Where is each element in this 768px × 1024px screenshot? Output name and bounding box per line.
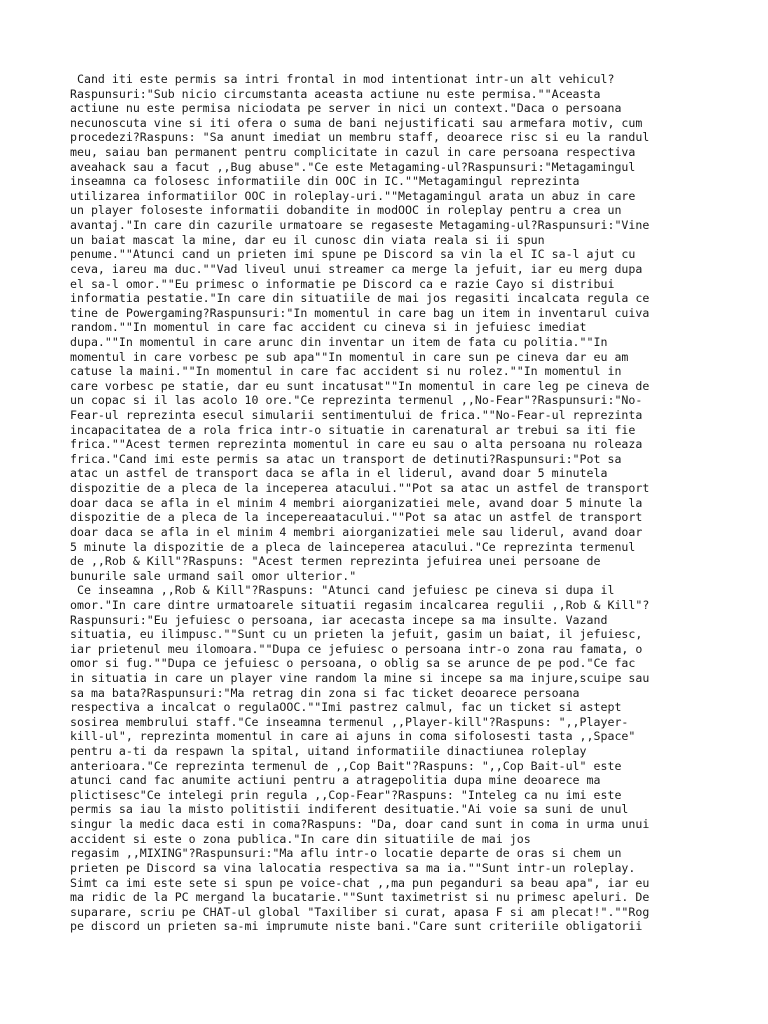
text-line: inseamna ca folosesc informatiile din OOC in IC.""Metagamingul reprezinta [70, 174, 580, 189]
text-line: ceva, iareu ma duc.""Vad liveul unui streamer ca merge la jefuit, iar eu merg dupa [70, 261, 643, 276]
text-line: el sa-l omor.""Eu primesc o informatie pe Discord ca e razie Cayo si distribui [70, 276, 615, 291]
text-line: frica.""Acest termen reprezinta momentul in care eu sau o alta persoana nu roleaza [70, 437, 643, 452]
text-line: Ce inseamna ,,Rob & Kill"?Raspuns: "Atunci cand jefuiesc pe cineva si dupa il [70, 583, 615, 598]
text-line: atac un astfel de transport daca se afla in el liderul, avand doar 5 minutela [70, 466, 608, 481]
text-line: utilizarea informatiilor OOC in roleplay-uri.""Metagamingul arata un abuz in care [70, 188, 636, 203]
text-line: penume.""Atunci cand un prieten imi spune pe Discord sa vin la el IC sa-l ajut cu [70, 247, 636, 262]
text-line: in situatia in care un player vine random la mine si incepe sa ma injure,scuipe sau [70, 670, 650, 685]
text-line: actiune nu este permisa niciodata pe server in nici un context."Daca o persoana [70, 101, 622, 116]
text-line: avantaj."In care din cazurile urmatoare se regaseste Metagaming-ul?Raspunsuri:"Vine [70, 218, 650, 233]
text-line: doar daca se afla in el minim 4 membri aiorganizatiei mele, avand doar 5 minute la [70, 495, 643, 510]
text-line: bunurile sale urmand sail omor ulterior." [70, 568, 357, 583]
text-line: momentul in care vorbesc pe sub apa""In momentul in care sun pe cineva dar eu am [70, 349, 629, 364]
text-line: sosirea membrului staff."Ce inseamna termenul ,,Player-kill"?Raspuns: ",,Player- [70, 714, 629, 729]
text-line: pentru a-ti da respawn la spital, uitand informatiile dinactiunea roleplay [70, 744, 587, 759]
text-line: un player foloseste informatii dobandite in modOOC in roleplay pentru a crea un [70, 203, 622, 218]
text-line: anterioara."Ce reprezinta termenul de ,,Cop Bait"?Raspuns: ",,Cop Bait-ul" este [70, 758, 622, 773]
text-line: dupa.""In momentul in care arunc din inventar un item de fata cu politia.""In [70, 334, 608, 349]
text-line: regasim ,,MIXING"?Raspunsuri:"Ma aflu intr-o locatie departe de oras si chem un [70, 846, 622, 861]
text-line: aveahack sau a facut ,,Bug abuse"."Ce este Metagaming-ul?Raspunsuri:"Metagamingul [70, 159, 636, 174]
text-line: situatia, eu ilimpusc.""Sunt cu un prieten la jefuit, gasim un baiat, il jefuiesc, [70, 627, 643, 642]
text-line: respectiva a incalcat o regulaOOC.""Imi pastrez calmul, fac un ticket si astept [70, 700, 622, 715]
text-line: informatia pestatie."In care din situatiile de mai jos regasiti incalcata regula ce [70, 291, 650, 306]
text-line: necunoscuta vine si iti ofera o suma de bani nejustificati sau armefara motiv, cum [70, 115, 643, 130]
text-line: omor."In care dintre urmatoarele situatii regasim incalcarea regulii ,,Rob & Kill"? [70, 597, 650, 612]
text-line: Raspunsuri:"Eu jefuiesc o persoana, iar acecasta incepe sa ma insulte. Vazand [70, 612, 608, 627]
text-line: pe discord un prieten sa-mi imprumute niste bani."Care sunt criteriile obligatorii [70, 919, 643, 934]
text-line: omor si fug.""Dupa ce jefuiesc o persoana, o oblig sa se arunce de pe pod."Ce fac [70, 656, 636, 671]
text-line: dispozitie de a pleca de la incepereaatacului.""Pot sa atac un astfel de transport [70, 510, 643, 525]
text-line: random.""In momentul in care fac accident cu cineva si in jefuiesc imediat [70, 320, 587, 335]
text-line: plictisesc"Ce intelegi prin regula ,,Cop-Fear"?Raspuns: "Inteleg ca nu imi este [70, 787, 622, 802]
text-line: accident si este o zona publica."In care din situatiile de mai jos [70, 831, 531, 846]
text-line: ma ridic de la PC mergand la bucatarie.""Sunt taximetrist si nu primesc apeluri. De [70, 890, 650, 905]
text-line: un copac si il las acolo 10 ore."Ce reprezinta termenul ,,No-Fear"?Raspunsuri:"No- [70, 393, 643, 408]
text-line: Raspunsuri:"Sub nicio circumstanta aceasta actiune nu este permisa.""Aceasta [70, 86, 601, 101]
text-line: prieten pe Discord sa vina lalocatia respectiva sa ma ia.""Sunt intr-un roleplay. [70, 860, 636, 875]
document-body-text [70, 72, 700, 934]
text-line: 5 minute la dispozitie de a pleca de lainceperea atacului."Ce reprezinta termenul [70, 539, 636, 554]
text-line: frica."Cand imi este permis sa atac un transport de detinuti?Raspunsuri:"Pot sa [70, 451, 622, 466]
text-line: Cand iti este permis sa intri frontal in mod intentionat intr-un alt vehicul? [70, 72, 615, 86]
text-line: meu, saiau ban permanent pentru complicitate in cazul in care persoana respectiva [70, 145, 636, 160]
text-line: de ,,Rob & Kill"?Raspuns: "Acest termen reprezinta jefuirea unei persoane de [70, 554, 601, 569]
text-line: procedezi?Raspuns: "Sa anunt imediat un membru staff, deoarece risc si eu la randul [70, 130, 650, 145]
text-line: care vorbesc pe statie, dar eu sunt incatusat""In momentul in care leg pe cineva de [70, 378, 650, 393]
text-line: kill-ul", reprezinta momentul in care ai ajuns in coma sifolosesti tasta ,,Space" [70, 729, 636, 744]
text-line: dispozitie de a pleca de la inceperea atacului.""Pot sa atac un astfel de transport [70, 481, 650, 496]
text-line: singur la medic daca esti in coma?Raspuns: "Da, doar cand sunt in coma in urma unui [70, 817, 650, 832]
text-line: doar daca se afla in el minim 4 membri aiorganizatiei mele sau liderul, avand doar [70, 524, 643, 539]
text-line: catuse la maini.""In momentul in care fac accident si nu rolez.""In momentul in [70, 364, 622, 379]
text-line: iar prietenul meu ilomoara.""Dupa ce jefuiesc o persoana intr-o zona rau famata, o [70, 641, 643, 656]
text-line: sa ma bata?Raspunsuri:"Ma retrag din zona si fac ticket deoarece persoana [70, 685, 580, 700]
text-line: atunci cand fac anumite actiuni pentru a atragepolitia dupa mine deoarece ma [70, 773, 601, 788]
text-line: Fear-ul reprezinta esecul simularii sentimentului de frica.""No-Fear-ul reprezinta [70, 408, 643, 423]
text-line: un baiat mascat la mine, dar eu il cunosc din viata reala si ii spun [70, 232, 545, 247]
text-line: Simt ca imi este sete si spun pe voice-chat ,,ma pun peganduri sa beau apa", iar eu [70, 875, 650, 890]
text-line: tine de Powergaming?Raspunsuri:"In momentul in care bag un item in inventarul cuiva [70, 305, 650, 320]
text-line: permis sa iau la misto politistii indiferent desituatie."Ai voie sa suni de unul [70, 802, 629, 817]
text-line: suparare, scriu pe CHAT-ul global "Taxiliber si curat, apasa F si am plecat!".""Rog [70, 904, 650, 919]
text-line: incapacitatea de a rola frica intr-o situatie in carenatural ar trebui sa iti fie [70, 422, 636, 437]
